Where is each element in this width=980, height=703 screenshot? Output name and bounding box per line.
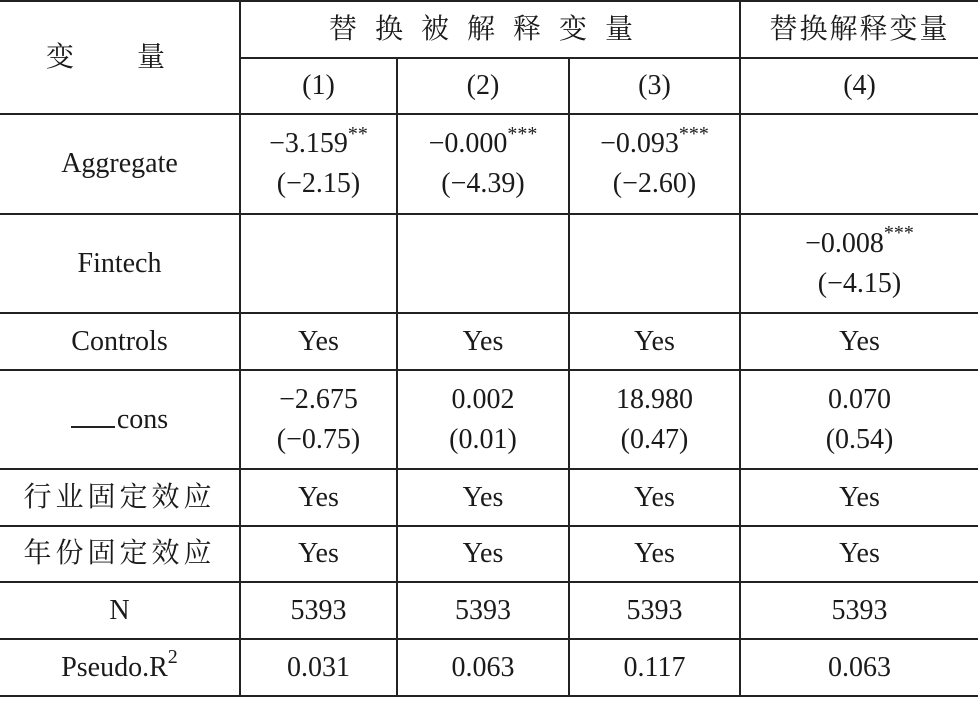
row-controls [0, 313, 978, 370]
significance-stars: *** [678, 122, 709, 145]
variable-column-header: 变 量 [0, 1, 240, 114]
cell-fintech-1 [240, 214, 397, 313]
cell-n-1: 5393 [240, 582, 397, 639]
cell-industry-fe-1: Yes [240, 469, 397, 526]
row-n [0, 582, 978, 639]
significance-stars: *** [883, 222, 914, 245]
row-label-year-fe: 年份固定效应 [0, 526, 240, 582]
coef-value: 0.070 [828, 383, 892, 415]
cell-year-fe-1: Yes [240, 526, 397, 582]
row-label-n: N [0, 582, 240, 639]
coef-value: −0.093*** [600, 122, 709, 159]
coef-value: −0.008*** [805, 222, 914, 259]
cell-pseudo-r2-2: 0.063 [397, 639, 569, 696]
cell-pseudo-r2-3: 0.117 [569, 639, 740, 696]
cell-aggregate-4 [740, 114, 978, 214]
t-stat: (−2.60) [612, 168, 697, 199]
header-row-groups [0, 1, 978, 58]
row-label-pseudo-r2: $Pseudo.R^2$ [0, 639, 240, 696]
row-label-aggregate: Aggregate [0, 114, 240, 214]
cell-industry-fe-4: Yes [740, 469, 978, 526]
cell-cons-2 [397, 370, 569, 469]
t-stat: (0.54) [825, 423, 894, 455]
cell-aggregate-3 [569, 114, 740, 214]
cell-aggregate-2 [397, 114, 569, 214]
t-stat: (−2.15) [276, 168, 361, 199]
cell-controls-2: Yes [397, 313, 569, 370]
cell-cons-1 [240, 370, 397, 469]
t-stat: (−4.39) [441, 168, 525, 199]
row-label-controls: Controls [0, 313, 240, 370]
column-header-4: (4) [740, 58, 978, 114]
superscript-2: 2 [167, 646, 178, 669]
cell-n-3: 5393 [569, 582, 740, 639]
cell-controls-1: Yes [240, 313, 397, 370]
cell-year-fe-4: Yes [740, 526, 978, 582]
coef-value: −2.675 [279, 383, 358, 415]
cell-pseudo-r2-1: 0.031 [240, 639, 397, 696]
row-pseudo-r2 [0, 639, 978, 696]
cell-n-2: 5393 [397, 582, 569, 639]
cell-year-fe-2: Yes [397, 526, 569, 582]
t-stat: (0.47) [620, 423, 689, 455]
significance-stars: *** [507, 122, 538, 145]
t-stat: (−0.75) [276, 423, 361, 455]
cell-fintech-2 [397, 214, 569, 313]
cell-year-fe-3: Yes [569, 526, 740, 582]
coef-value: 18.980 [616, 383, 693, 415]
group-header-explanatory: 替换解释变量 [740, 1, 978, 58]
cell-industry-fe-3: Yes [569, 469, 740, 526]
cell-controls-3: Yes [569, 313, 740, 370]
column-header-1: (1) [240, 58, 397, 114]
group-header-dependent: 替换被解释变量 [240, 1, 740, 58]
t-stat: (0.01) [449, 423, 517, 455]
row-label-industry-fe: 行业固定效应 [0, 469, 240, 526]
coef-value: −0.000*** [428, 122, 538, 159]
row-cons [0, 370, 978, 469]
row-aggregate [0, 114, 978, 214]
row-label-cons: cons [0, 370, 240, 469]
cell-cons-3 [569, 370, 740, 469]
row-year-fe [0, 526, 978, 582]
significance-stars: ** [347, 122, 368, 145]
cell-fintech-3 [569, 214, 740, 313]
cell-industry-fe-2: Yes [397, 469, 569, 526]
cell-n-4: 5393 [740, 582, 978, 639]
coef-value: 0.002 [451, 383, 515, 415]
row-fintech [0, 214, 978, 313]
cell-pseudo-r2-4: 0.063 [740, 639, 978, 696]
underscore-mark [71, 404, 115, 428]
cell-controls-4: Yes [740, 313, 978, 370]
coef-value: −3.159** [269, 122, 368, 159]
row-industry-fe [0, 469, 978, 526]
column-header-3: (3) [569, 58, 740, 114]
t-stat: (−4.15) [817, 267, 902, 299]
row-label-fintech: Fintech [0, 214, 240, 313]
cell-cons-4 [740, 370, 978, 469]
cell-fintech-4 [740, 214, 978, 313]
column-header-2: (2) [397, 58, 569, 114]
cell-aggregate-1 [240, 114, 397, 214]
